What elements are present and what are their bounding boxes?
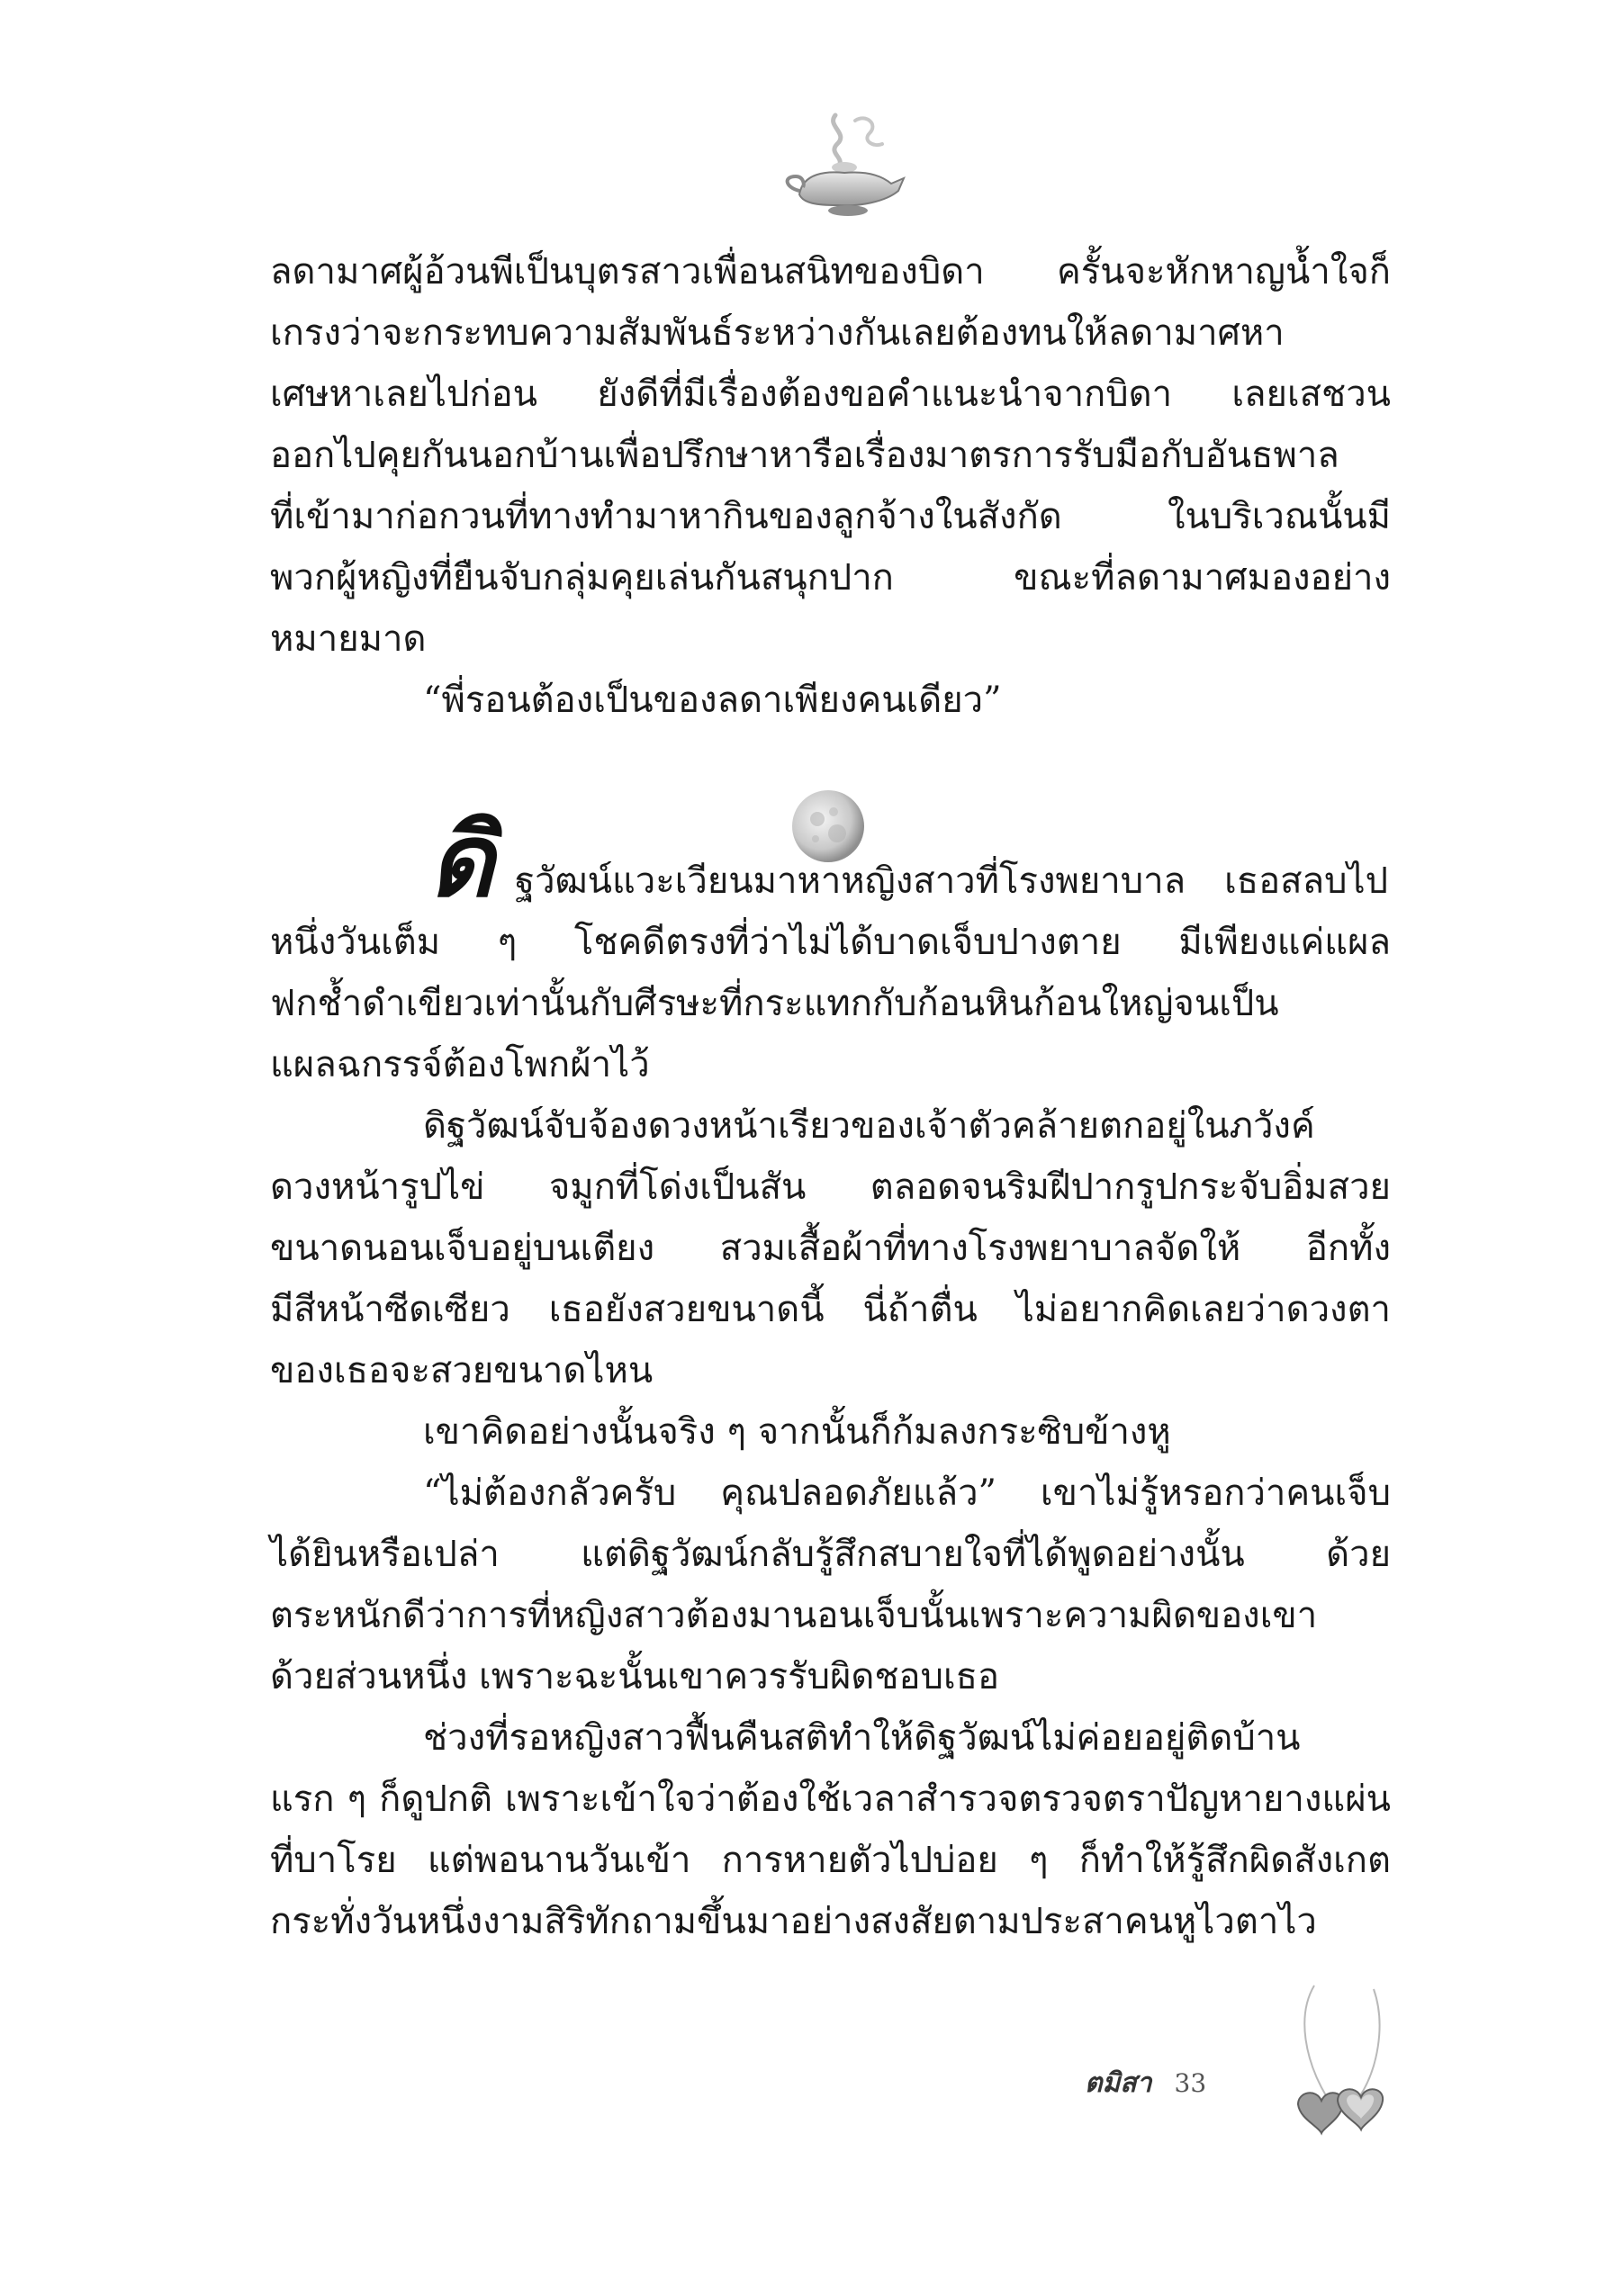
text-line: แผลฉกรรจ์ต้องโพกผ้าไว้ [270, 1044, 650, 1085]
page-number: 33 [1174, 2068, 1207, 2098]
section-2-text [270, 803, 1391, 1952]
text-line: ด้วยส่วนหนึ่ง เพราะฉะนั้นเขาควรรับผิดชอบเธอ [270, 1656, 1000, 1697]
text-line: ดวงหน้ารูปไข่ จมูกที่โด่งเป็นสัน ตลอดจนริมฝีปากรูปกระจับอิ่มสวย [270, 1166, 1391, 1208]
text-line: ออกไปคุยกันนอกบ้านเพื่อปรึกษาหารือเรื่องมาตรการรับมือกับอันธพาล [270, 435, 1339, 476]
text-line: มีสีหน้าซีดเซียว เธอยังสวยขนาดนี้ นี่ถ้าตื่น ไม่อยากคิดเลยว่าดวงตา [270, 1289, 1391, 1330]
text-line: ดิฐวัฒน์จับจ้องดวงหน้าเรียวของเจ้าตัวคล้ายตกอยู่ในภวังค์ [423, 1105, 1315, 1147]
text-line: ลดามาศผู้อ้วนพีเป็นบุตรสาวเพื่อนสนิทของบิดา ครั้นจะหักหาญน้ำใจก็ [270, 251, 1391, 293]
text-line: “ไม่ต้องกลัวครับ คุณปลอดภัยแล้ว” เขาไม่รู้หรอกว่าคนเจ็บ [423, 1472, 1391, 1514]
quote-line: “พี่รอนต้องเป็นของลดาเพียงคนเดียว” [423, 680, 1002, 721]
drop-cap: ดิ [428, 803, 494, 920]
text-line: เศษหาเลยไปก่อน ยังดีที่มีเรื่องต้องขอคำแนะนำจากบิดา เลยเสชวน [270, 374, 1391, 415]
text-line: ช่วงที่รอหญิงสาวฟื้นคืนสติทำให้ดิฐวัฒน์ไม่ค่อยอยู่ติดบ้าน [423, 1717, 1301, 1759]
text-line: ที่บาโรย แต่พอนานวันเข้า การหายตัวไปบ่อย ๆ ก็ทำให้รู้สึกผิดสังเกต [270, 1840, 1391, 1881]
text-line: ขนาดนอนเจ็บอยู่บนเตียง สวมเสื้อผ้าที่ทางโรงพยาบาลจัดให้ อีกทั้ง [270, 1228, 1391, 1269]
text-line: พวกผู้หญิงที่ยืนจับกลุ่มคุยเล่นกันสนุกปาก ขณะที่ลดามาศมองอย่าง [270, 557, 1391, 599]
book-title: ตมิสา [1085, 2067, 1152, 2099]
text-line: ฐวัฒน์แวะเวียนมาหาหญิงสาวที่โรงพยาบาล เธอสลบไป [515, 860, 1388, 902]
text-line: เขาคิดอย่างนั้นจริง ๆ จากนั้นก็ก้มลงกระซิบข้างหู [423, 1411, 1171, 1453]
first-line [270, 803, 1391, 920]
section-1-text [270, 241, 1391, 731]
text-line: กระทั่งวันหนึ่งงามสิริทักถามขึ้นมาอย่างสงสัยตามประสาคนหูไวตาไว [270, 1901, 1317, 1942]
text-line: ของเธอจะสวยขนาดไหน [270, 1350, 654, 1391]
text-line: ฟกช้ำดำเขียวเท่านั้นกับศีรษะที่กระแทกกับก้อนหินก้อนใหญ่จนเป็น [270, 983, 1279, 1024]
heart-locket-icon [1287, 1980, 1395, 2142]
text-line: ที่เข้ามาก่อกวนที่ทางทำมาหากินของลูกจ้างในสังกัด ในบริเวณนั้นมี [270, 496, 1391, 537]
page-footer [1085, 2061, 1206, 2106]
text-line: หมายมาด [270, 618, 427, 660]
text-line: ได้ยินหรือเปล่า แต่ดิฐวัฒน์กลับรู้สึกสบายใจที่ได้พูดอย่างนั้น ด้วย [270, 1534, 1391, 1575]
text-line: แรก ๆ ก็ดูปกติ เพราะเข้าใจว่าต้องใช้เวลาสำรวจตรวจตราปัญหายางแผ่น [270, 1778, 1391, 1820]
text-line: ตระหนักดีว่าการที่หญิงสาวต้องมานอนเจ็บนั้นเพราะความผิดของเขา [270, 1595, 1318, 1636]
genie-lamp-icon [772, 108, 907, 225]
text-line: เกรงว่าจะกระทบความสัมพันธ์ระหว่างกันเลยต้องทนให้ลดามาศหา [270, 312, 1285, 354]
text-line: หนึ่งวันเต็ม ๆ โชคดีตรงที่ว่าไม่ได้บาดเจ็บปางตาย มีเพียงแค่แผล [270, 922, 1391, 963]
